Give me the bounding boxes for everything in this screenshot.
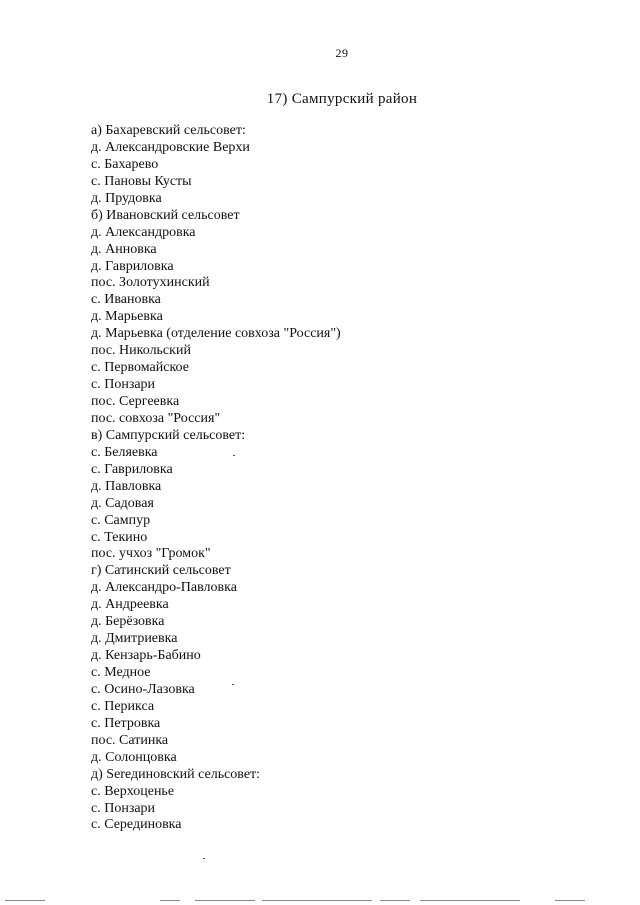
list-item: д. Александровские Верхи [91, 139, 250, 155]
list-item: пос. совхоза "Россия" [91, 410, 221, 426]
scan-speck [203, 858, 205, 859]
list-item: г) Сатинский сельсовет [91, 563, 231, 579]
scan-edge-artifact [0, 899, 640, 903]
list-item: в) Сампурский сельсовет: [91, 427, 246, 443]
list-item: д. Гавриловка [91, 258, 174, 274]
list-item: б) Ивановский сельсовет [91, 207, 240, 223]
list-item: с. Пановы Кусты [91, 173, 192, 189]
list-item: с. Перикса [91, 698, 155, 714]
scan-speck [232, 684, 234, 685]
list-item: с. Серединовка [91, 817, 182, 833]
list-item: д. Прудовка [91, 190, 162, 206]
list-item: пос. Сергеевка [91, 394, 180, 409]
list-item: д. Марьевка [91, 309, 163, 325]
list-item: с. Беляевка [91, 444, 158, 460]
list-item: д. Павловка [91, 478, 162, 494]
list-item: пос. Золотухинский [91, 275, 210, 291]
list-item: пос. учхоз "Громок" [91, 546, 211, 562]
list-item: с. Петровка [91, 715, 161, 731]
list-item: с. Текино [91, 529, 148, 545]
list-item: д. Александро-Павловка [91, 580, 237, 596]
list-item: с. Понзари [91, 377, 156, 393]
list-item: с. Первомайское [91, 360, 189, 376]
list-item: д. Марьевка (отделение совхоза "Россия") [91, 326, 341, 342]
list-item: а) Бахаревский сельсовет: [91, 123, 246, 138]
list-item: с. Понзари [91, 800, 156, 816]
list-item: д. Андреевка [91, 597, 169, 613]
list-item: с. Гавриловка [91, 461, 173, 477]
list-item: д. Дмитриевка [91, 631, 178, 647]
page-number: 29 [335, 46, 349, 60]
list-item: с. Бахарево [91, 156, 159, 172]
list-item: д. Александровка [91, 224, 196, 240]
list-item: д. Анновка [91, 241, 157, 257]
list-item: с. Сампур [91, 512, 151, 528]
list-item: д) Serединовский сельсовет: [91, 766, 261, 782]
list-item: с. Верхоценье [91, 783, 175, 799]
list-item: с. Осино-Лазовка [91, 681, 195, 697]
list-item: д. Садовая [91, 495, 154, 511]
scan-speck [233, 455, 235, 456]
list-item: д. Берёзовка [91, 614, 165, 630]
list-item: с. Ивановка [91, 292, 161, 308]
settlement-list [91, 123, 511, 834]
list-item: пос. Никольский [91, 343, 191, 359]
list-item: пос. Сатинка [91, 732, 169, 748]
list-item: д. Солонцовка [91, 749, 177, 765]
list-item: с. Медное [91, 665, 151, 680]
list-item: д. Кензарь-Бабино [91, 648, 201, 664]
section-title: 17) Сампурский район [266, 91, 418, 107]
